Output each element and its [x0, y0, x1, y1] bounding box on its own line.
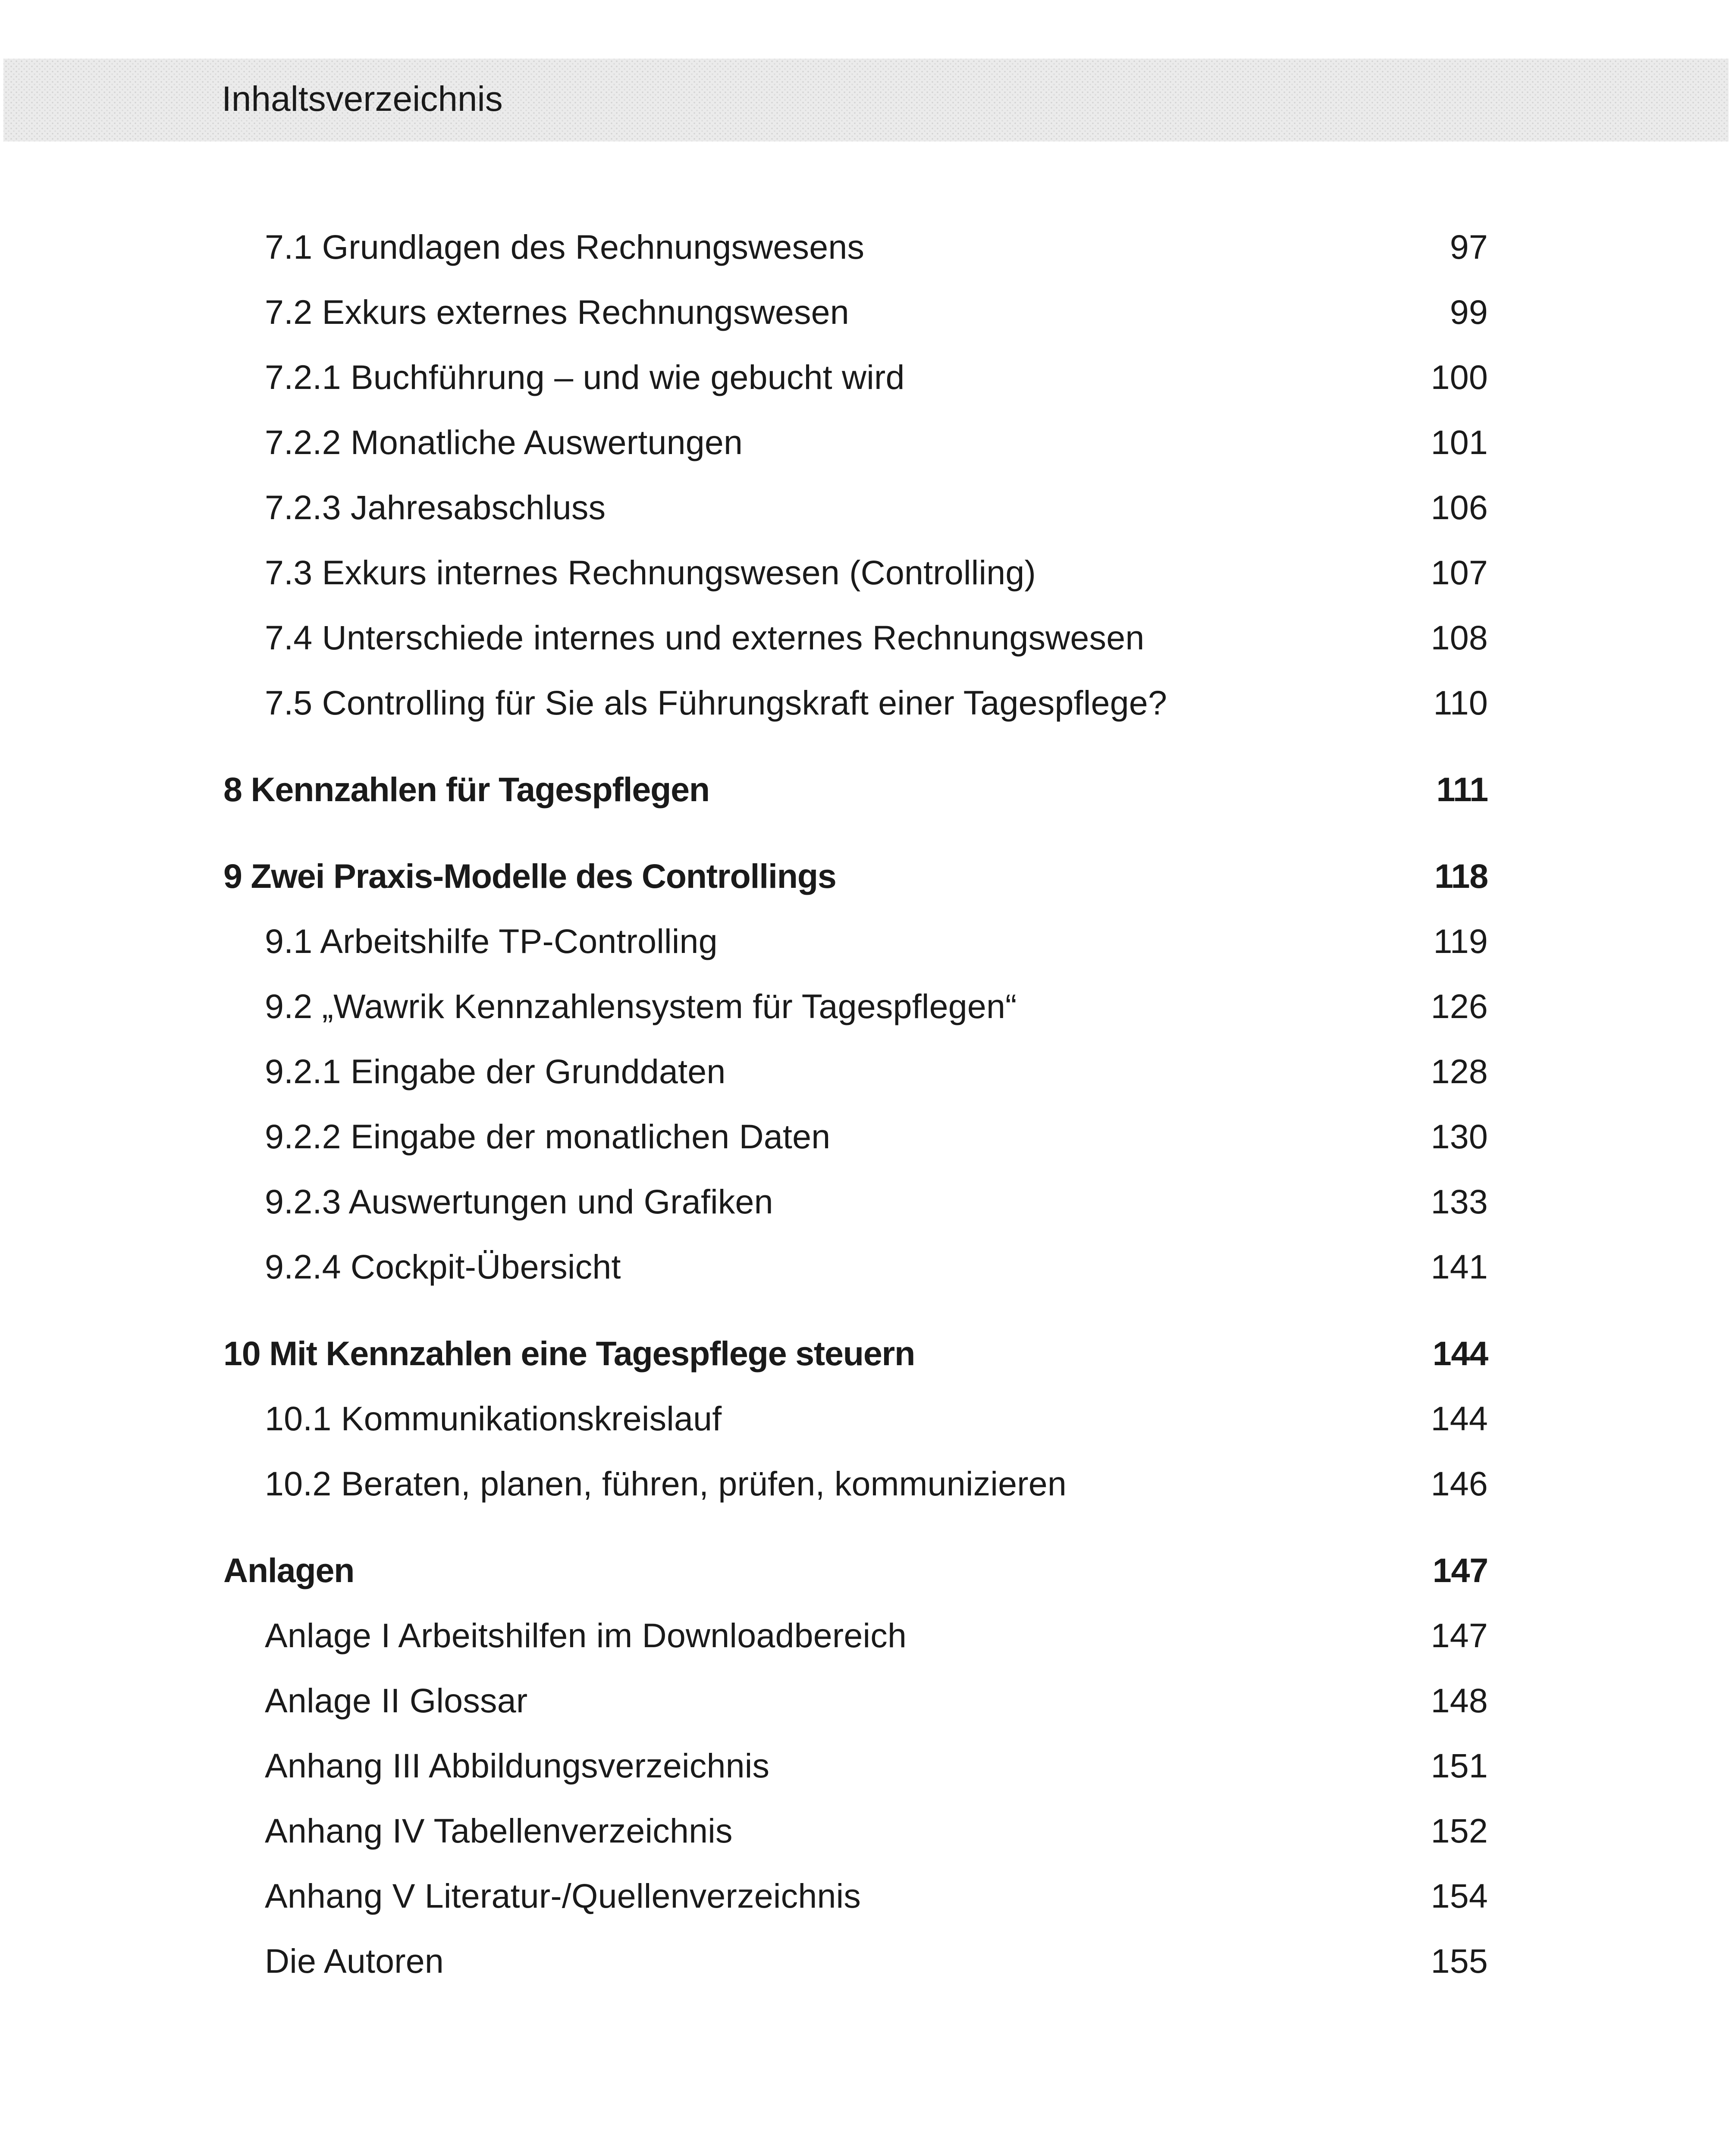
toc-chapter-anlagen[interactable]	[223, 1547, 1488, 1594]
toc-entry-title: 7.2.1 Buchführung – und wie gebucht wird	[265, 358, 905, 396]
toc-entry-anhang-5[interactable]	[265, 1872, 1488, 1920]
toc-entry-9-2-1[interactable]	[265, 1048, 1488, 1095]
toc-entry-title: 9.2.4 Cockpit-Übersicht	[265, 1247, 621, 1286]
toc-entry-7-4[interactable]	[265, 614, 1488, 661]
toc-entry-title: 9.2.1 Eingabe der Grunddaten	[265, 1052, 726, 1091]
toc-entry-page: 118	[1434, 857, 1488, 895]
toc-entry-title: 7.2.3 Jahresabschluss	[265, 488, 606, 526]
toc-entry-10-2[interactable]	[265, 1460, 1488, 1507]
toc-entry-page: 128	[1431, 1052, 1488, 1091]
toc-entry-anlage-1[interactable]	[265, 1612, 1488, 1659]
toc-entry-title: Anhang IV Tabellenverzeichnis	[265, 1811, 733, 1850]
toc-entry-9-2-3[interactable]	[265, 1178, 1488, 1225]
toc-entry-anhang-4[interactable]	[265, 1807, 1488, 1855]
toc-entry-7-5[interactable]	[265, 679, 1488, 727]
toc-entry-title: 9.2.3 Auswertungen und Grafiken	[265, 1182, 773, 1221]
toc-entry-autoren[interactable]	[265, 1937, 1488, 1985]
toc-entry-title: 9.2.2 Eingabe der monatlichen Daten	[265, 1117, 831, 1156]
toc-entry-page: 99	[1450, 293, 1488, 331]
toc-entry-title: 7.5 Controlling für Sie als Führungskraft einer Tagespflege?	[265, 683, 1167, 722]
toc-entry-page: 147	[1431, 1616, 1488, 1655]
toc-entry-7-1[interactable]	[265, 223, 1488, 271]
toc-entry-page: 119	[1433, 922, 1488, 960]
toc-entry-title: 9.2 „Wawrik Kennzahlensystem für Tagespflegen“	[265, 987, 1017, 1025]
toc-entry-page: 101	[1431, 423, 1488, 461]
toc-entry-page: 152	[1431, 1811, 1488, 1850]
toc-entry-title: Anlage I Arbeitshilfen im Downloadbereich	[265, 1616, 907, 1655]
toc-entry-page: 110	[1433, 683, 1488, 722]
toc-entry-page: 111	[1436, 770, 1488, 808]
toc-entry-page: 154	[1431, 1877, 1488, 1915]
toc-entry-page: 106	[1431, 488, 1488, 526]
toc-entry-9-2[interactable]	[265, 983, 1488, 1030]
toc-entry-page: 107	[1431, 553, 1488, 592]
toc-entry-title: Anlagen	[223, 1551, 355, 1589]
toc-entry-title: 7.4 Unterschiede internes und externes Rechnungswesen	[265, 618, 1145, 657]
page-title: Inhaltsverzeichnis	[222, 79, 503, 119]
toc-entry-title: Anlage II Glossar	[265, 1681, 528, 1720]
toc-entry-page: 126	[1431, 987, 1488, 1025]
toc-entry-page: 147	[1432, 1551, 1488, 1589]
toc-entry-title: 10 Mit Kennzahlen eine Tagespflege steuern	[223, 1334, 915, 1373]
toc-entry-9-2-4[interactable]	[265, 1243, 1488, 1291]
toc-entry-title: 9.1 Arbeitshilfe TP-Controlling	[265, 922, 718, 960]
toc-entry-title: 7.2 Exkurs externes Rechnungswesen	[265, 293, 849, 331]
toc-chapter-8[interactable]	[223, 766, 1488, 813]
toc-entry-7-2-1[interactable]	[265, 354, 1488, 401]
toc-entry-page: 100	[1431, 358, 1488, 396]
toc-entry-title: 8 Kennzahlen für Tagespflegen	[223, 770, 709, 808]
toc-entry-page: 108	[1431, 618, 1488, 657]
toc-entry-title: 7.2.2 Monatliche Auswertungen	[265, 423, 743, 461]
toc-entry-anhang-3[interactable]	[265, 1742, 1488, 1789]
toc-entry-page: 97	[1450, 228, 1488, 266]
toc-entry-page: 133	[1431, 1182, 1488, 1221]
toc-entry-page: 151	[1431, 1746, 1488, 1785]
toc-entry-10-1[interactable]	[265, 1395, 1488, 1442]
toc-entry-page: 130	[1431, 1117, 1488, 1156]
toc-entry-title: 7.1 Grundlagen des Rechnungswesens	[265, 228, 865, 266]
toc-entry-9-1[interactable]	[265, 918, 1488, 965]
toc-entry-page: 144	[1432, 1334, 1488, 1373]
toc-entry-title: 10.2 Beraten, planen, führen, prüfen, kommunizieren	[265, 1464, 1067, 1503]
toc-entry-page: 155	[1431, 1942, 1488, 1980]
toc-entry-title: Anhang V Literatur-/Quellenverzeichnis	[265, 1877, 861, 1915]
toc-entry-7-2[interactable]	[265, 288, 1488, 336]
toc-entry-9-2-2[interactable]	[265, 1113, 1488, 1160]
toc-entry-anlage-2[interactable]	[265, 1677, 1488, 1724]
toc-entry-7-2-2[interactable]	[265, 419, 1488, 466]
toc-chapter-9[interactable]	[223, 852, 1488, 900]
toc-entry-page: 141	[1431, 1247, 1488, 1286]
toc-entry-title: 9 Zwei Praxis-Modelle des Controllings	[223, 857, 836, 895]
toc-entry-page: 148	[1431, 1681, 1488, 1720]
toc-entry-title: Anhang III Abbildungsverzeichnis	[265, 1746, 770, 1785]
toc-entry-7-2-3[interactable]	[265, 484, 1488, 531]
toc-entry-title: 7.3 Exkurs internes Rechnungswesen (Controlling)	[265, 553, 1036, 592]
toc-entry-7-3[interactable]	[265, 549, 1488, 596]
toc-entry-page: 144	[1431, 1399, 1488, 1438]
toc-entry-title: Die Autoren	[265, 1942, 444, 1980]
toc-entry-page: 146	[1431, 1464, 1488, 1503]
toc-entry-title: 10.1 Kommunikationskreislauf	[265, 1399, 722, 1438]
toc-chapter-10[interactable]	[223, 1330, 1488, 1377]
